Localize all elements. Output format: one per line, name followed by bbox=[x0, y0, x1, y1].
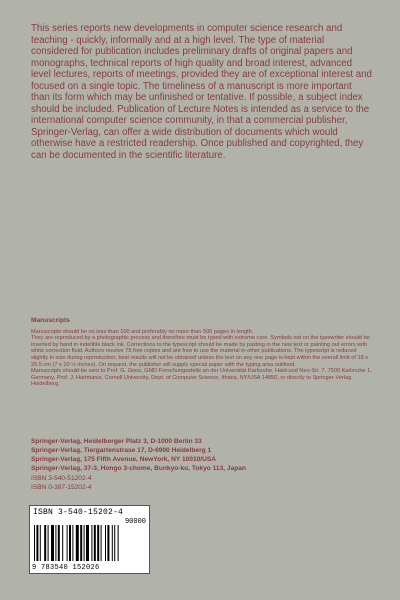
manuscripts-submission: Manuscripts should be sent to Prof. G. Goos, GMD Forschungsstelle an der Universität Karlsruhe, Haid-und Neu-Str. 7, 7500 Karlsruhe 1, Germany, Prof. J. Hartmanis, Cornell University, Dept. of Computer Science, Ithaca, NY/USA 14850, or directly to Springer-Verlag Heidelberg. bbox=[31, 368, 372, 388]
isbn-1: ISBN 3-540-51202-4 bbox=[31, 475, 92, 482]
isbn-2: ISBN 0-387-15202-4 bbox=[31, 483, 92, 491]
barcode bbox=[29, 505, 150, 574]
barcode-isbn-label: ISBN 3-540-15202-4 bbox=[33, 508, 124, 517]
manuscripts-typing-instructions: They are reproduced by a photographic process and therefore must be typed with extreme care. Symbols not on the typewriter should be inserted by hand in indelible black ink. Corrections to the typescript should be made by pasting in the new text or painting out errors with white correction fluid. Authors receive 75 free copies and are free to use the material in other publications. The typescript is reduced slightly in size during reproduction; best results will not be obtained unless the text on any one page is kept within the overall limit of 18 x 26.5 cm (7 x 10 ½ inches). On request, the publisher will supply special paper with the typing area outlined. bbox=[31, 335, 370, 368]
barcode-bars bbox=[34, 525, 146, 563]
publisher-addresses bbox=[31, 438, 373, 474]
manuscripts-section bbox=[31, 318, 373, 388]
address-tokyo: Springer-Verlag, 37-3, Hongo 3-chome, Bunkyo-ku, Tokyo 113, Japan bbox=[31, 464, 246, 472]
manuscripts-length: Manuscripts should be no less than 100 and preferably no more than 500 pages in length. bbox=[31, 328, 254, 335]
barcode-number: 9 783540 152026 bbox=[32, 564, 100, 572]
series-description: This series reports new developments in computer science research and teaching - quickly, informally and at a high level. The type of material considered for publication includes preliminary drafts of original papers and monographs, technical reports of high quality and broad interest, advanced level lectures, reports of meetings, provided they are of exceptional interest and focused on a single topic. The timeliness of a manuscript is more important than its form which may be unfinished or tentative. If possible, a subject index should be included. Publication of Lecture Notes is intended as a service to the international computer science community, in that a commercial publisher, Springer-Verlag, can offer a wide distribution of documents which would otherwise have a restricted readership. Once published and copyrighted, they can be documented in the scientific literature. bbox=[31, 23, 372, 161]
manuscripts-heading: Manuscripts bbox=[31, 317, 70, 324]
address-berlin: Springer-Verlag, Heidelberger Platz 3, D-1000 Berlin 33 bbox=[31, 438, 202, 445]
isbn-list bbox=[31, 475, 91, 493]
address-heidelberg: Springer-Verlag, Tiergartenstrase 17, D-6900 Heidelberg 1 bbox=[31, 446, 212, 454]
barcode-addon: 90000 bbox=[124, 518, 146, 526]
address-new-york: Springer-Verlag, 175 Fifth Avenue, NewYork, NY 10010/USA bbox=[31, 455, 217, 463]
